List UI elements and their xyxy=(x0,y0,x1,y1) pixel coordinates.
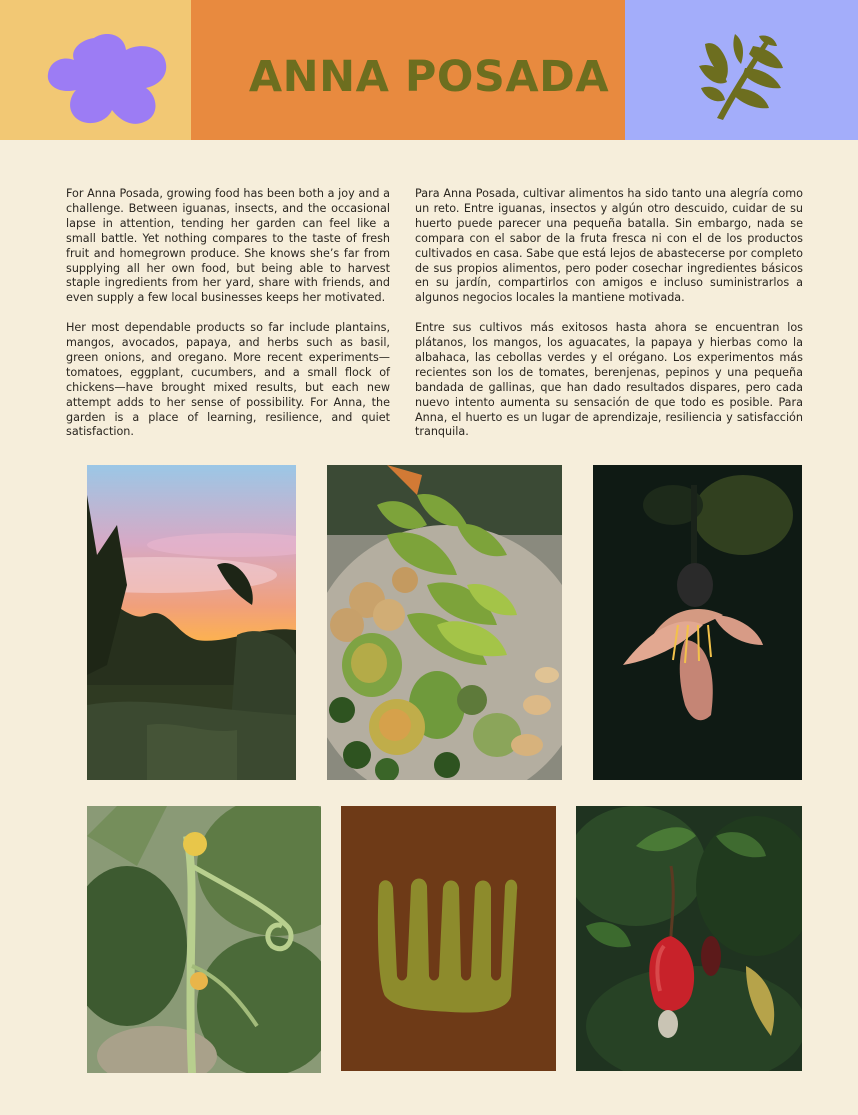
header-banner xyxy=(0,0,858,140)
photo-banana-flower xyxy=(593,465,802,780)
spanish-text-column xyxy=(415,187,803,455)
english-paragraph-1: For Anna Posada, growing food has been both a joy and a challenge. Between iguanas, insects, and the occasional lapse in attention, tending her garden can feel like a small battle. Yet nothing compares to the taste of fresh fruit and homegrown produce. She knows she’s far from supplying all her own food, but being able to harvest staple ingredients from her yard, share with friends, and even supply a few local businesses keeps her motivated. xyxy=(66,187,390,305)
spanish-paragraph-1: Para Anna Posada, cultivar alimentos ha sido tanto una alegría como un reto. Entre iguanas, insectos y algún otro descuido, cuidar de su huerto puede parecer una pequeña batalla. Sin embargo, nada se compara con el sabor de la fruta fresca ni con el de los productos cultivados en casa. Sabe que está lejos de abastecerse por completo de sus propios alimentos, pero poder cosechar ingredientes básicos en su jardín, compartirlos con amigos e incluso suministrarlos a algunos negocios locales la mantiene motivada. xyxy=(415,187,803,305)
english-paragraph-2: Her most dependable products so far include plantains, mangos, avocados, papaya, and herbs such as basil, green onions, and oregano. More recent experiments—tomatoes, eggplant, cucumbers, and a small flock of chickens—have brought mixed results, but each new attempt adds to her sense of possibility. For Anna, the garden is a place of learning, resilience, and quiet satisfaction. xyxy=(66,321,390,439)
photo-cucumber-vine xyxy=(87,806,321,1073)
page-title: ANNA POSADA xyxy=(248,52,610,102)
photo-harvest-produce xyxy=(327,465,562,780)
english-text-column xyxy=(66,187,390,455)
olive-hand-shape-icon xyxy=(341,806,556,1071)
brown-graphic-tile xyxy=(341,806,556,1071)
photo-sunset-garden xyxy=(87,465,296,780)
spanish-paragraph-2: Entre sus cultivos más exitosos hasta ahora se encuentran los plátanos, los mangos, los aguacates, la papaya y hierbas como la albahaca, las cebollas verdes y el orégano. Los experimentos más recientes son los de tomates, berenjenas, pepinos y una pequeña bandada de gallinas, que han dado resultados dispares, pero cada nuevo intento aumenta su sensación de que todo es posible. Para Anna, el huerto es un lugar de aprendizaje, resiliencia y satisfacción tranquila. xyxy=(415,321,803,439)
photo-cashew-fruit xyxy=(576,806,802,1071)
